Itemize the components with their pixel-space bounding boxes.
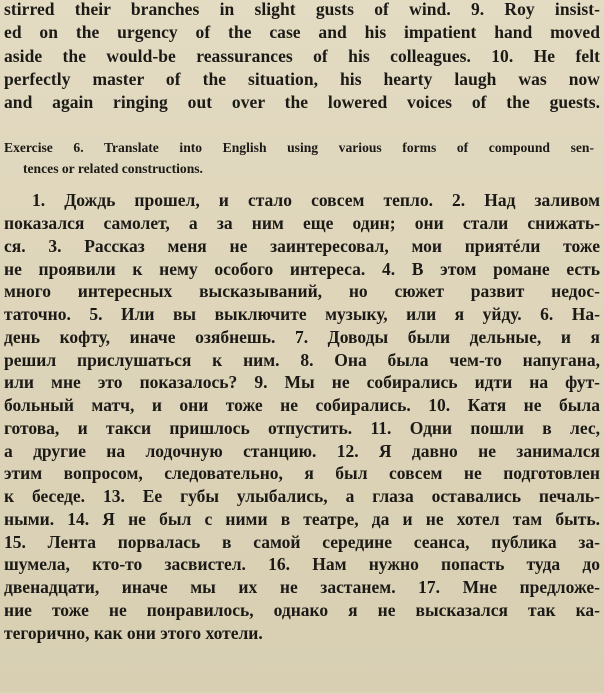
text-line: stirred their branches in slight gusts of wind. 9. Roy insist- — [4, 0, 600, 19]
text-line: ed on the urgency of the case and his impatient hand moved — [4, 22, 600, 43]
text-line: готова, и такси пришлось отпустить. 11. Одни пошли в лес, — [4, 417, 600, 438]
continued-paragraph — [4, 0, 604, 114]
exercise-heading — [4, 137, 604, 179]
text-line: 15. Лента порвалась в самой середине сеанса, публика за- — [4, 531, 600, 552]
text-line: тегорично, как они этого хотели. — [4, 622, 263, 643]
text-line: ся. 3. Рассказ меня не заинтересовал, мои приятéли тоже — [4, 235, 600, 256]
text-line: а другие на лодочную станцию. 12. Я давно не занимался — [4, 440, 600, 461]
text-line: таточно. 5. Или вы выключите музыку, или я уйду. 6. На- — [4, 304, 600, 325]
text-line: много интересных высказываний, но сюжет развит недос- — [4, 281, 600, 302]
text-line: perfectly master of the situation, his hearty laugh was now — [4, 68, 600, 89]
text-line: and again ringing out over the lowered voices of the guests. — [4, 92, 600, 113]
text-line: к беседе. 13. Ее губы улыбались, а глаза оставались печаль- — [4, 486, 600, 507]
text-line: показался самолет, а за ним еще один; они стали снижать- — [4, 213, 600, 234]
exercise-text — [4, 189, 604, 644]
text-line: 1. Дождь прошел, и стало совсем тепло. 2. Над заливом — [32, 190, 600, 211]
text-line: шумела, кто-то засвистел. 16. Нам нужно попасть туда до — [4, 554, 600, 575]
text-line: aside the would-be reassurances of his colleagues. 10. He felt — [4, 45, 600, 66]
text-line: этим вопросом, следовательно, я был совсем не подготовлен — [4, 463, 600, 484]
text-line: ными. 14. Я не был с ними в театре, да и не хотел там быть. — [4, 508, 600, 529]
text-line: не проявили к нему особого интереса. 4. В этом романе есть — [4, 258, 600, 279]
text-line: двенадцати, иначе мы их не застанем. 17. Мне предложе- — [4, 577, 600, 598]
text-line: решил прислушаться к ним. 8. Она была чем-то напугана, — [4, 349, 600, 370]
heading-line: Exercise 6. Translate into English using various forms of compound sen- — [4, 140, 594, 156]
text-line: больный матч, и они тоже не собирались. 10. Катя не была — [4, 395, 600, 416]
text-line: ние тоже не понравилось, однако я не высказался так ка- — [4, 599, 600, 620]
text-line: день кофту, иначе озябнешь. 7. Доводы были дельные, и я — [4, 326, 600, 347]
text-line: или мне это показалось? 9. Мы не собирались идти на фут- — [4, 372, 600, 393]
heading-line: tences or related constructions. — [23, 161, 203, 177]
